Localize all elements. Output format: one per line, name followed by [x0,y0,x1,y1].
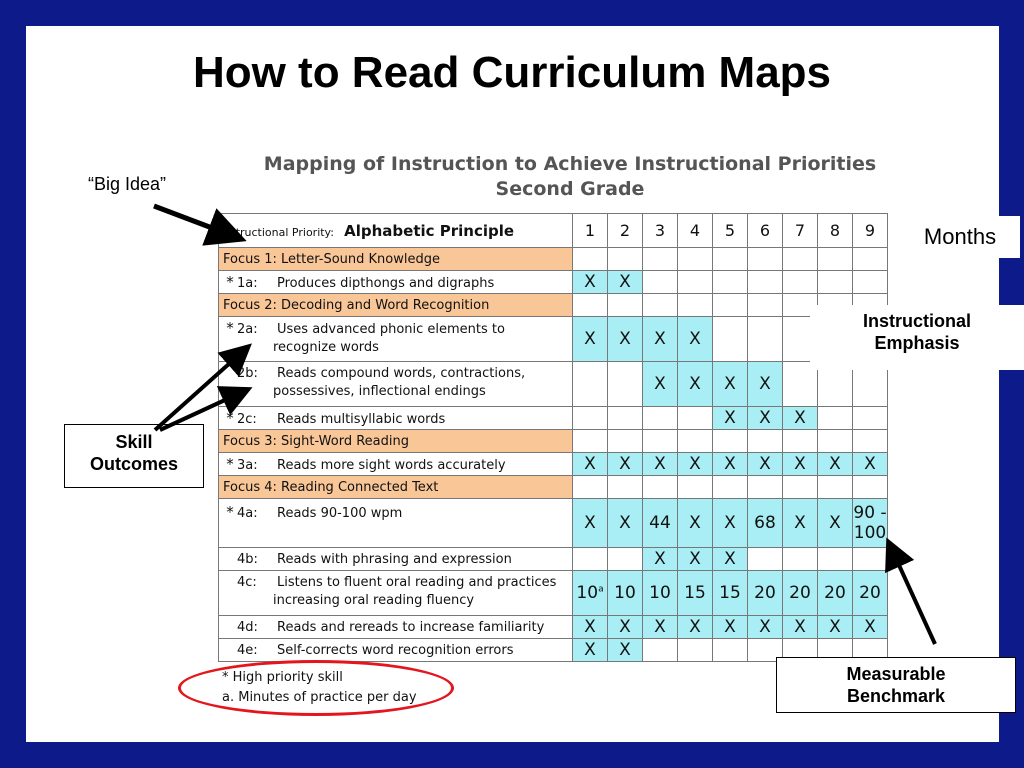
skill-outcomes-arrow-upper [155,354,240,430]
month-cell: X [678,548,713,571]
month-cell: X [783,499,818,548]
map-title-line-1: Mapping of Instruction to Achieve Instructional Priorities [263,153,877,175]
high-priority-star: * [226,409,234,427]
month-cell: X [818,499,853,548]
month-cell: X [713,453,748,476]
priority-label: nstructional Priority: [223,225,334,239]
month-cell: X [783,616,818,639]
month-cell: X [573,639,608,662]
month-header: 3 [643,214,678,248]
month-header: 1 [573,214,608,248]
high-priority-star: * [226,503,234,521]
month-header: 8 [818,214,853,248]
month-cell: X [678,317,713,362]
map-title-line-2: Second Grade [495,178,645,200]
instructional-emphasis-line-2: Emphasis [874,333,960,353]
month-cell: X [643,453,678,476]
month-cell: X [783,453,818,476]
skill-text: Reads more sight words accurately [277,458,506,473]
month-cell: X [608,499,643,548]
skill-text: Reads and rereads to increase familiarity [277,619,545,635]
month-cell: X [643,362,678,407]
month-cell: X [713,548,748,571]
skill-text: Self-corrects word recognition errors [277,642,514,658]
benchmark-line-1: 90 - [853,503,887,523]
month-cell: X [713,407,748,430]
skill-outcomes-line-2: Outcomes [89,454,179,474]
measurable-benchmark-arrow [893,552,935,644]
month-cell: X [818,616,853,639]
month-header: 6 [748,214,783,248]
month-cell: X [713,499,748,548]
months-callout: Months [900,216,1020,258]
month-cell: 20 [783,571,818,616]
month-cell: X [573,453,608,476]
instructional-emphasis-line-1: Instructional [862,311,971,331]
skill-text: Produces dipthongs and digraphs [277,276,495,291]
month-cell: X [748,616,783,639]
month-cell: 20 [748,571,783,616]
page-title: How to Read Curriculum Maps [192,48,832,97]
skill-text: Reads compound words, contractions, [277,365,526,381]
measurable-benchmark-line-1: Measurable [846,664,946,684]
skill-code: 2a: [237,322,258,337]
month-cell: X [678,616,713,639]
month-cell: X [643,616,678,639]
focus-label: Focus 1: Letter-Sound Knowledge [219,248,573,271]
skill-code: 4c: [237,574,257,590]
month-cell: X [853,616,888,639]
month-cell: X [573,616,608,639]
month-cell: X [748,453,783,476]
minutes-value: 10 [576,583,599,603]
month-cell: 15 [678,571,713,616]
skill-outcomes-arrow-lower [160,394,238,430]
month-header: 7 [783,214,818,248]
month-cell: 44 [643,499,678,548]
skill-code: 2b: [237,365,258,381]
big-idea-callout: “Big Idea” [88,174,167,194]
month-cell: X [678,453,713,476]
skill-text: Reads 90-100 wpm [277,506,403,521]
month-cell: X [608,271,643,294]
month-cell: X [573,499,608,548]
month-header: 2 [608,214,643,248]
month-cell: 10 [643,571,678,616]
month-cell: X [573,271,608,294]
skill-text: Listens to fluent oral reading and practices [277,574,557,590]
month-cell: 20 [853,571,888,616]
skill-code: 3a: [237,458,258,473]
legend-star: * [222,670,229,685]
month-cell: X [678,499,713,548]
skill-text: Reads multisyllabic words [277,412,446,427]
skill-text-line-2: increasing oral reading fluency [273,592,475,608]
skill-code: 2c: [237,412,257,427]
skill-text-line-2: recognize words [273,340,379,355]
month-cell: 10 [608,571,643,616]
skill-outcomes-line-1: Skill [115,432,153,452]
month-cell: X [678,362,713,407]
month-cell: X [853,453,888,476]
high-priority-star: * [226,273,234,291]
high-priority-star: * [226,319,234,337]
month-cell: X [608,453,643,476]
month-cell: X [713,362,748,407]
skill-text-line-2: possessives, inflectional endings [273,383,486,399]
month-header: 9 [853,214,888,248]
legend-minutes: a. Minutes of practice per day [222,690,417,705]
legend-star-text: High priority skill [232,670,343,685]
skill-code: 4d: [237,619,258,635]
footnote-marker: a [598,584,604,595]
month-cell: X [608,639,643,662]
skill-code: 4e: [237,642,258,658]
priority-value: Alphabetic Principle [344,221,515,240]
month-cell: X [748,362,783,407]
month-cell: X [608,616,643,639]
month-cell: X [608,317,643,362]
month-cell: X [643,548,678,571]
month-header: 5 [713,214,748,248]
month-cell: X [573,317,608,362]
month-cell: X [783,407,818,430]
skill-text: Reads with phrasing and expression [277,551,512,567]
month-cell: X [643,317,678,362]
month-cell: X [748,407,783,430]
month-cell: X [818,453,853,476]
skill-text: Uses advanced phonic elements to [277,322,505,337]
month-cell: 15 [713,571,748,616]
skill-code: 1a: [237,276,258,291]
benchmark-line-2: 100 [853,523,887,543]
month-cell: 68 [748,499,783,548]
focus-label: Focus 3: Sight-Word Reading [219,430,573,453]
month-cell: 20 [818,571,853,616]
focus-label: Focus 4: Reading Connected Text [219,476,573,499]
skill-code: 4b: [237,551,258,567]
skill-code: 4a: [237,506,258,521]
month-cell: X [713,616,748,639]
month-header: 4 [678,214,713,248]
big-idea-arrow [154,206,228,234]
measurable-benchmark-line-2: Benchmark [846,686,946,706]
focus-label: Focus 2: Decoding and Word Recognition [219,294,573,317]
high-priority-star: * [226,455,234,473]
